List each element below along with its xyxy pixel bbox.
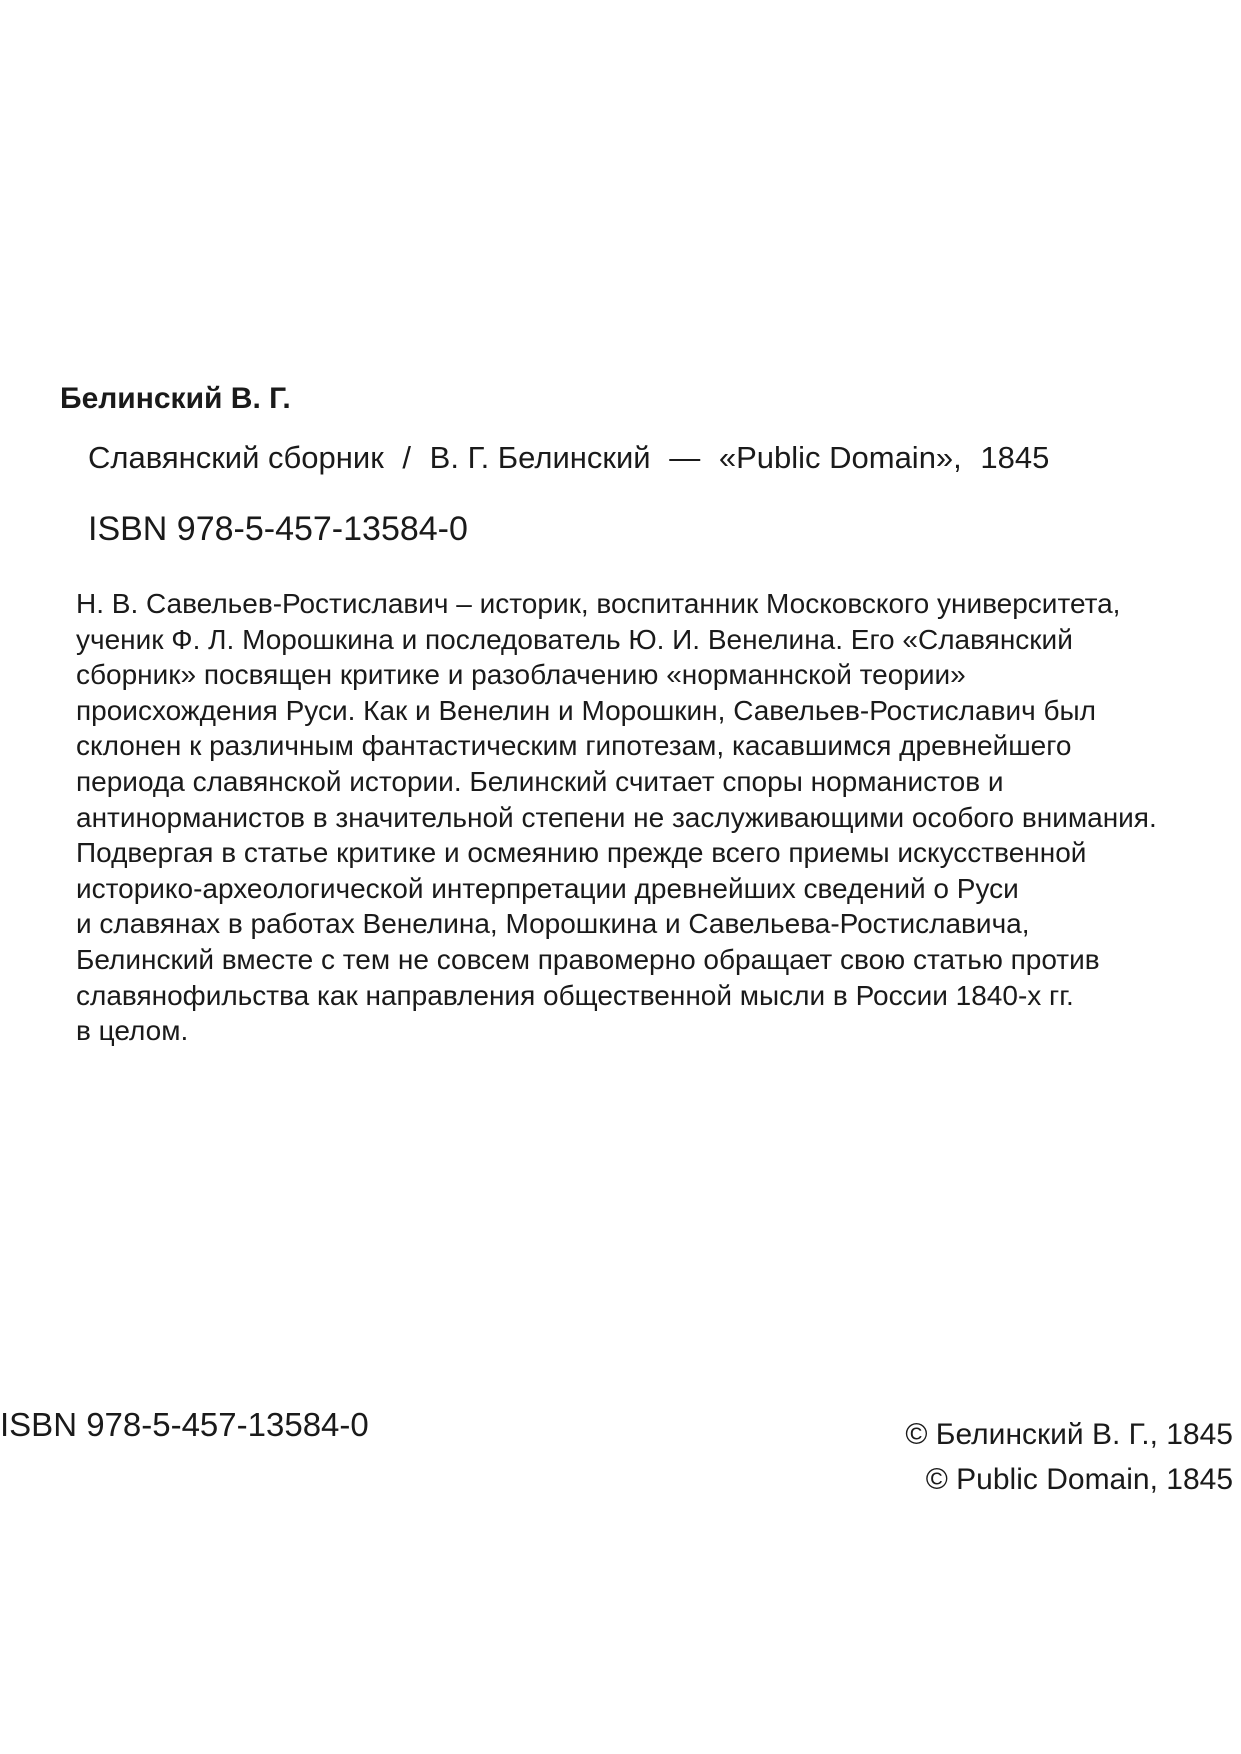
copyright-block [905, 1412, 1233, 1502]
annotation-line: славянофильства как направления общественной мысли в России 1840-х гг. [76, 979, 1074, 1011]
annotation-line: ученик Ф. Л. Морошкина и последователь Ю. И. Венелина. Его «Славянский [76, 623, 1073, 655]
publisher: «Public Domain», [718, 440, 962, 475]
author-name: В. Г. Белинский [429, 440, 651, 475]
annotation [76, 586, 1226, 1049]
isbn-bottom: ISBN 978-5-457-13584-0 [0, 1406, 369, 1443]
annotation-line: происхождения Руси. Как и Венелин и Морошкин, Савельев-Ростиславич был [76, 694, 1096, 726]
author-heading: Белинский В. Г. [60, 382, 291, 415]
annotation-line: Подвергая в статье критике и осмеянию прежде всего приемы искусственной [76, 837, 1087, 869]
annotation-line: историко-археологической интерпретации древнейших сведений о Руси [76, 872, 1019, 904]
book-title: Славянский сборник [88, 440, 384, 475]
publication-year: 1845 [980, 440, 1050, 475]
annotation-line: периода славянской истории. Белинский считает споры норманистов и [76, 765, 1004, 797]
annotation-line: сборник» посвящен критике и разоблачению «норманнской теории» [76, 659, 966, 691]
copyright-author: © Белинский В. Г., 1845 [905, 1418, 1233, 1451]
bibliographic-line [88, 440, 1049, 476]
copyright-publisher: © Public Domain, 1845 [925, 1463, 1233, 1496]
isbn-top: ISBN 978-5-457-13584-0 [88, 510, 468, 548]
annotation-line: антинорманистов в значительной степени не заслуживающими особого внимания. [76, 801, 1157, 833]
annotation-line: Белинский вместе с тем не совсем правомерно обращает свою статью против [76, 943, 1100, 975]
annotation-line: склонен к различным фантастическим гипотезам, касавшимся древнейшего [76, 730, 1072, 762]
dash: — [669, 440, 701, 475]
separator: / [402, 440, 412, 475]
annotation-line: Н. В. Савельев-Ростиславич – историк, воспитанник Московского университета, [76, 588, 1121, 619]
annotation-line: и славянах в работах Венелина, Морошкина и Савельева-Ростиславича, [76, 908, 1030, 940]
annotation-line: в целом. [76, 1015, 189, 1047]
